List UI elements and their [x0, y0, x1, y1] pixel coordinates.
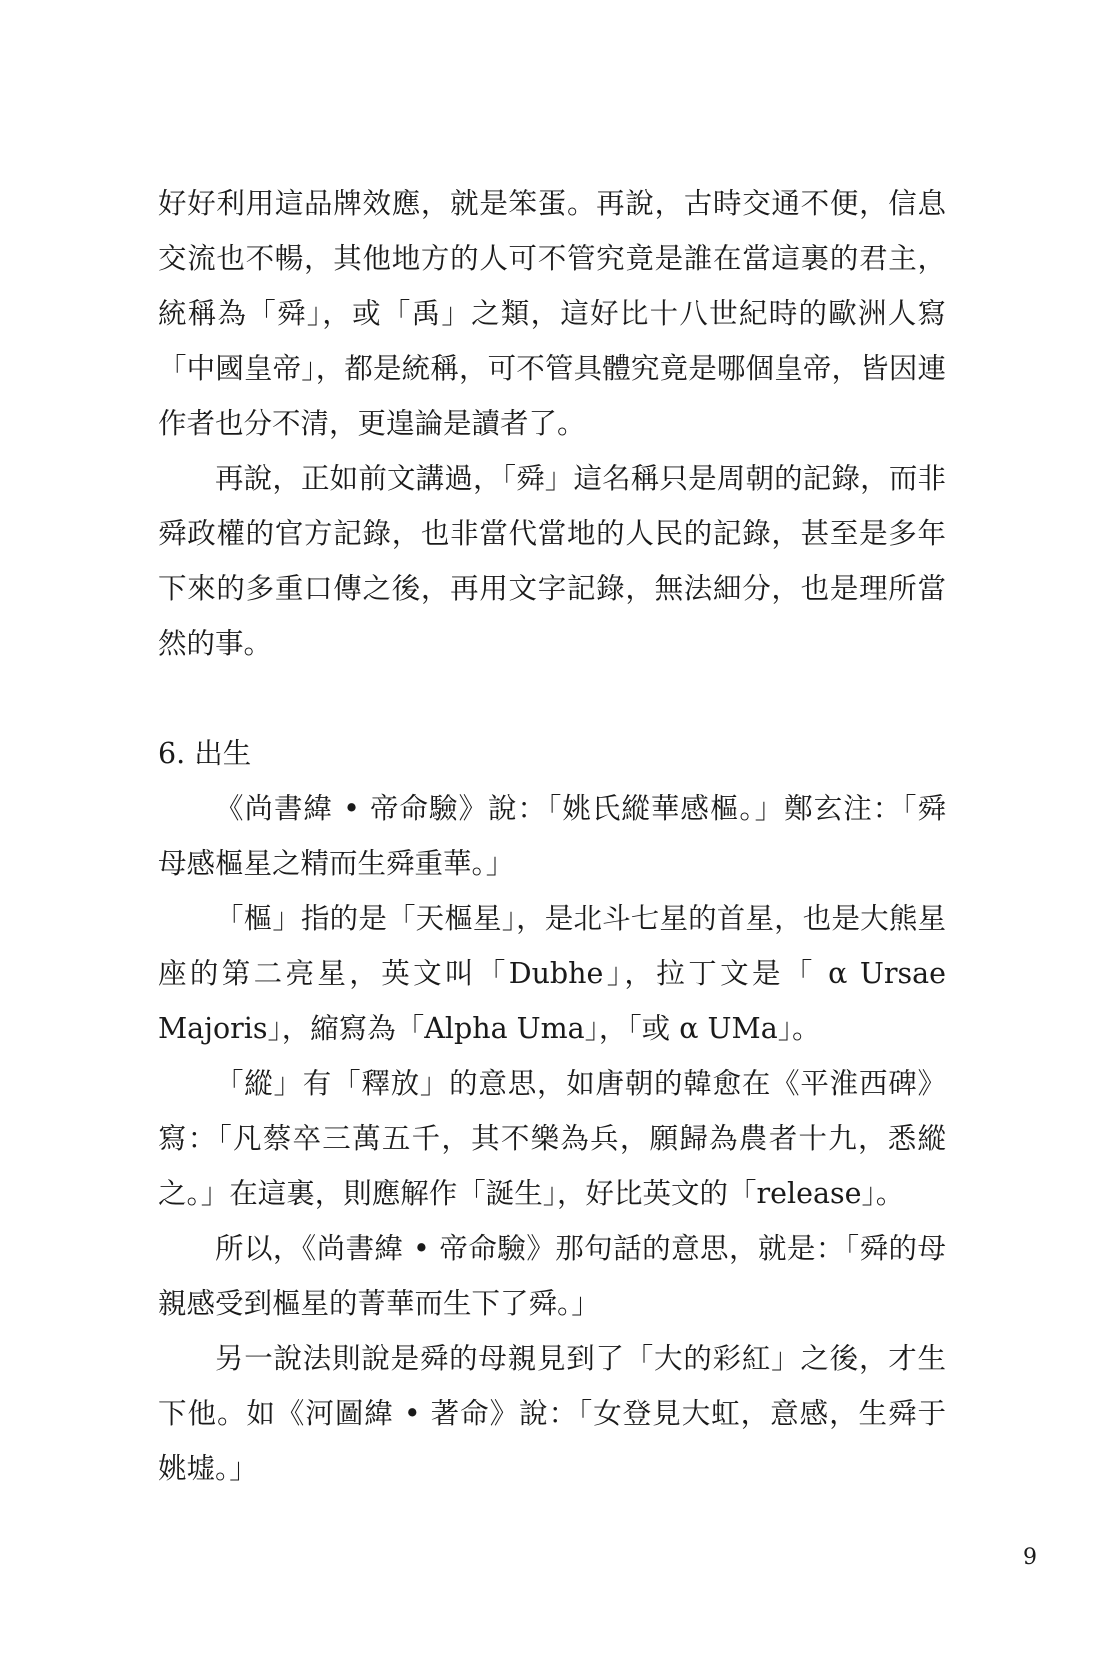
paragraph-dubhe-star: 「樞」指的是「天樞星」，是北斗七星的首星，也是大熊星座的第二亮星，英文叫「Dubhe」，拉丁文是「 α Ursae Majoris」，縮寫為「Alpha Uma」，「或 α UMa」。 [158, 902, 946, 1045]
paragraph-record-origin: 再說，正如前文講過，「舜」這名稱只是周朝的記錄，而非舜政權的官方記錄，也非當代當地的人民的記錄，甚至是多年下來的多重口傳之後，再用文字記錄，無法細分，也是理所當然的事。 [158, 462, 946, 660]
paragraph-meaning-summary: 所以，《尚書緯 • 帝命驗》那句話的意思，就是：「舜的母親感受到樞星的菁華而生下了舜。」 [158, 1232, 946, 1320]
page-text-block [158, 176, 946, 1496]
section-heading: 6. 出生 [158, 737, 252, 770]
paragraph-rainbow-legend: 另一說法則說是舜的母親見到了「大的彩紅」之後，才生下他。如《河圖緯 • 著命》說：「女登見大虹，意感，生舜于姚墟。」 [158, 1342, 946, 1485]
paragraph-zong-meaning: 「縱」有「釋放」的意思，如唐朝的韓愈在《平淮西碑》寫：「凡蔡卒三萬五千，其不樂為兵，願歸為農者十九，悉縱之。」在這裏，則應解作「誕生」，好比英文的「release」。 [158, 1067, 946, 1210]
paragraph-shangshu-quote: 《尚書緯 • 帝命驗》說：「姚氏縱華感樞。」鄭玄注：「舜母感樞星之精而生舜重華。」 [158, 792, 946, 880]
paragraph-continued: 好好利用這品牌效應，就是笨蛋。再說，古時交通不便，信息交流也不暢，其他地方的人可不管究竟是誰在當這裏的君主，統稱為「舜」，或「禹」之類，這好比十八世紀時的歐洲人寫「中國皇帝」，都是統稱，可不管具體究竟是哪個皇帝，皆因連作者也分不清，更遑論是讀者了。 [158, 187, 946, 440]
page-number: 9 [1023, 1545, 1037, 1570]
